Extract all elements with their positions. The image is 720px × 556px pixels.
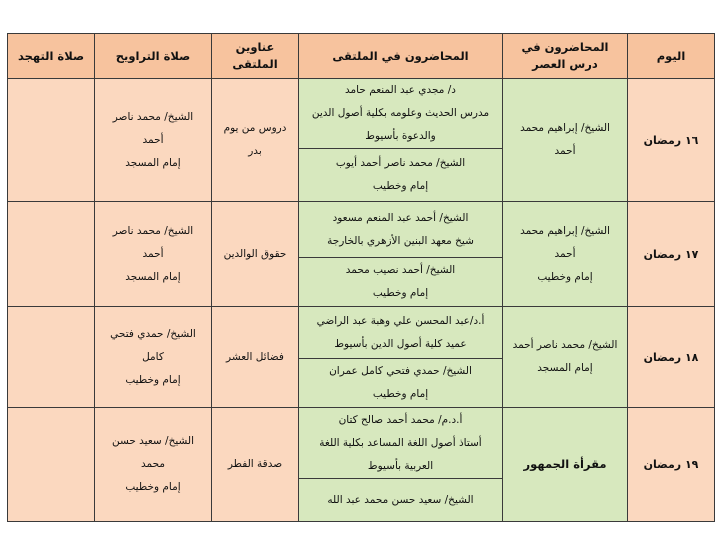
- tahajjud-cell: [8, 307, 95, 408]
- asr-line: إمام وخطيب: [537, 270, 593, 283]
- taraweeh-line: الشيخ/ محمد ناصر: [112, 110, 194, 123]
- asr-line: الشيخ/ محمد ناصر أحمد: [512, 339, 618, 351]
- tahajjud-cell: [8, 408, 95, 522]
- asr-lecturer-cell: [503, 79, 628, 202]
- taraweeh-line: إمام وخطيب: [125, 481, 181, 493]
- asr-lecturer-cell: [503, 307, 628, 408]
- header-row: [8, 34, 715, 79]
- asr-line: الشيخ/ إبراهيم محمد: [520, 122, 610, 134]
- taraweeh-line: الشيخ/ محمد ناصر: [112, 224, 194, 237]
- day-cell: ١٦ رمضان: [628, 79, 715, 202]
- schedule-table: [7, 33, 715, 522]
- title-line: دروس من يوم: [223, 122, 287, 134]
- taraweeh-line: كامل: [142, 350, 164, 363]
- asr-line: مقرأة الجمهور: [523, 457, 607, 471]
- header-day: اليوم: [628, 34, 715, 79]
- taraweeh-cell: [95, 79, 212, 202]
- forum-title-cell: [212, 79, 299, 202]
- tahajjud-cell: [8, 79, 95, 202]
- asr-line: إمام المسجد: [537, 362, 593, 374]
- taraweeh-line: إمام المسجد: [125, 156, 181, 169]
- forum-title-cell: [212, 307, 299, 408]
- header-taraweeh: صلاة التراويح: [95, 34, 212, 79]
- lecturer-line: شيخ معهد البنين الأزهري بالخارجة: [327, 234, 474, 247]
- taraweeh-cell: [95, 307, 212, 408]
- lecturer-line: د/ مجدي عبد المنعم حامد: [345, 84, 456, 96]
- forum-lecturer-cell: [299, 258, 503, 307]
- title-line: صدقة الفطر: [227, 458, 283, 470]
- forum-title-cell: [212, 202, 299, 307]
- forum-lecturer-cell: [299, 149, 503, 202]
- tahajjud-cell: [8, 202, 95, 307]
- forum-title-cell: [212, 408, 299, 522]
- lecturer-line: الشيخ/ أحمد نصيب محمد: [345, 264, 456, 276]
- lecturer-line: أ.د.م/ محمد أحمد صالح كتان: [338, 413, 463, 426]
- lecturer-line: العربية بأسيوط: [367, 459, 434, 472]
- forum-lecturer-cell: [299, 202, 503, 258]
- lecturer-line: الشيخ/ أحمد عبد المنعم مسعود: [332, 211, 469, 224]
- day-cell: ١٨ رمضان: [628, 307, 715, 408]
- lecturer-line: الشيخ/ سعيد حسن محمد عبد الله: [327, 493, 474, 506]
- taraweeh-line: إمام المسجد: [125, 270, 181, 283]
- taraweeh-line: أحمد: [142, 247, 164, 260]
- asr-lecturer-cell: [503, 408, 628, 522]
- lecturer-line: أستاذ أصول اللغة المساعد بكلية اللغة: [319, 436, 482, 449]
- asr-line: أحمد: [554, 145, 576, 157]
- title-line: فضائل العشر: [226, 350, 284, 363]
- schedule-table-wrapper: [7, 33, 714, 522]
- forum-lecturer-cell: [299, 408, 503, 479]
- taraweeh-line: إمام وخطيب: [125, 373, 181, 386]
- asr-line: الشيخ/ إبراهيم محمد: [520, 224, 610, 237]
- day-cell: ١٧ رمضان: [628, 202, 715, 307]
- header-asr-lecturers: المحاضرون في درس العصر: [503, 34, 628, 79]
- lecturer-line: الشيخ/ محمد ناصر أحمد أيوب: [335, 157, 466, 169]
- taraweeh-line: أحمد: [142, 133, 164, 146]
- title-line: بدر: [248, 145, 262, 157]
- lecturer-line: إمام وخطيب: [372, 180, 429, 192]
- title-line: حقوق الوالدين: [223, 247, 287, 260]
- forum-lecturer-cell: [299, 479, 503, 522]
- table-row: [8, 408, 715, 479]
- table-row: [8, 202, 715, 258]
- header-forum-titles: عناوين الملتقى: [212, 34, 299, 79]
- day-cell: ١٩ رمضان: [628, 408, 715, 522]
- lecturer-line: الشيخ/ حمدي فتحي كامل عمران: [329, 365, 472, 377]
- taraweeh-line: محمد: [141, 458, 165, 470]
- lecturer-line: والدعوة بأسيوط: [365, 130, 436, 142]
- lecturer-line: أ.د/عبد المحسن علي وهبة عبد الراضي: [316, 314, 485, 327]
- table-row: [8, 79, 715, 149]
- header-tahajjud: صلاة التهجد: [8, 34, 95, 79]
- header-forum-lecturers: المحاضرون في الملتقى: [299, 34, 503, 79]
- lecturer-line: إمام وخطيب: [372, 388, 429, 400]
- lecturer-line: عميد كلية أصول الدين بأسيوط: [334, 337, 467, 350]
- forum-lecturer-cell: [299, 307, 503, 359]
- asr-line: أحمد: [554, 247, 576, 260]
- lecturer-line: مدرس الحديث وعلومه بكلية أصول الدين: [311, 107, 490, 119]
- forum-lecturer-cell: [299, 79, 503, 149]
- taraweeh-line: الشيخ/ سعيد حسن: [111, 435, 195, 447]
- asr-lecturer-cell: [503, 202, 628, 307]
- taraweeh-cell: [95, 408, 212, 522]
- lecturer-line: إمام وخطيب: [372, 287, 429, 299]
- table-row: [8, 307, 715, 359]
- taraweeh-line: الشيخ/ حمدي فتحي: [110, 327, 196, 340]
- taraweeh-cell: [95, 202, 212, 307]
- forum-lecturer-cell: [299, 359, 503, 408]
